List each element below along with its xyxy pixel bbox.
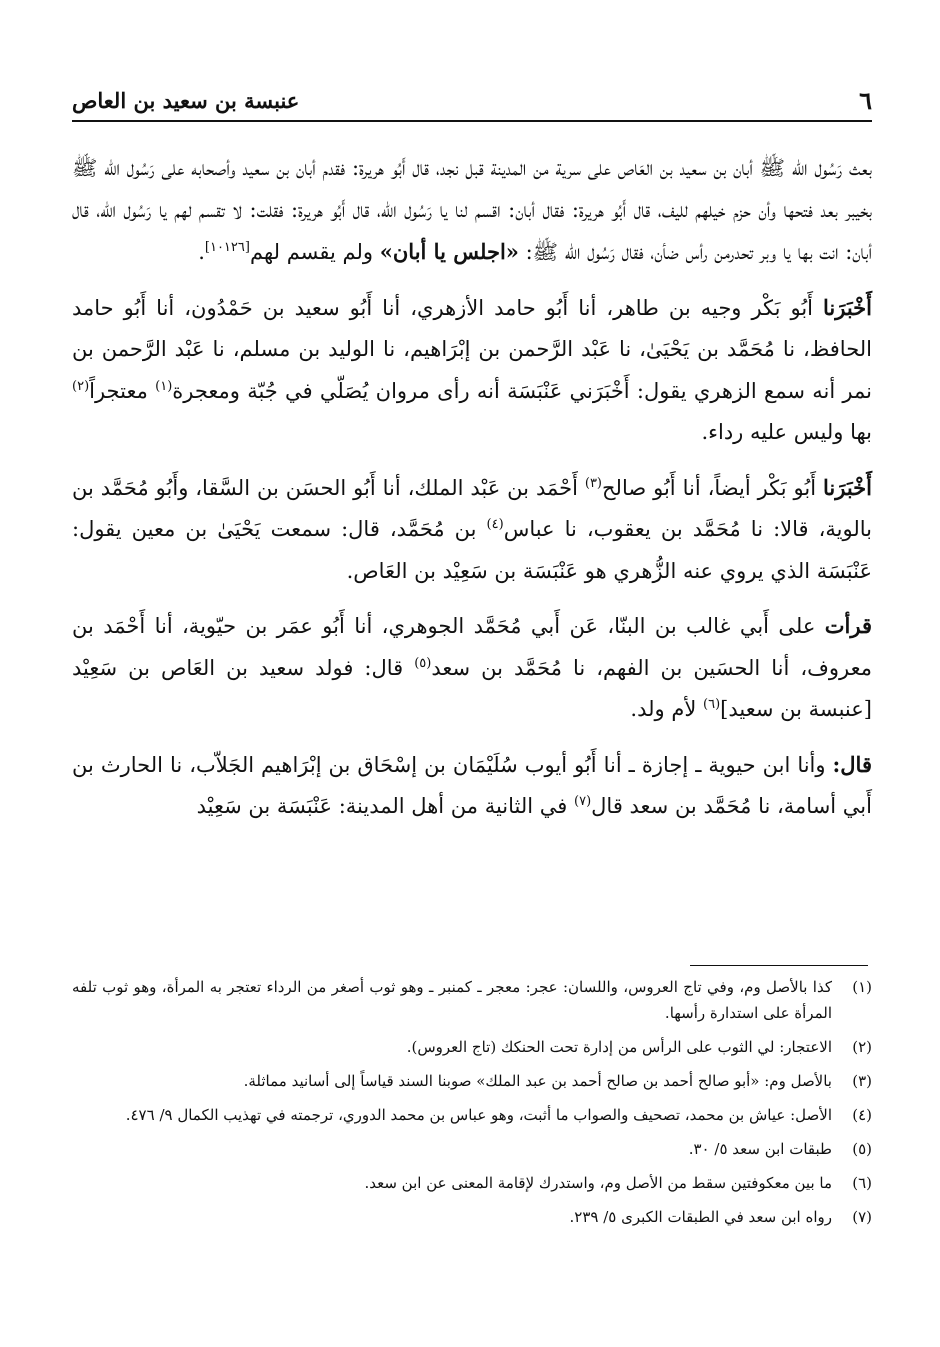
- main-text: [72, 148, 872, 841]
- footnote-number: (١): [852, 978, 872, 996]
- paragraph-end: لأم ولد.: [630, 697, 703, 721]
- footnote-number: (٧): [852, 1208, 872, 1226]
- footnote-text: كذا بالأصل وم، وفي تاج العروس، واللسان: عجر: معجر ـ كمنبر ـ وهو ثوب أصغر من الرداء تعتجر به المرأة، وهو ثوب تلفه المرأة على استدارة رأسها.: [72, 978, 832, 1022]
- footnote-number: (٤): [852, 1106, 872, 1124]
- page-header: [72, 84, 872, 122]
- footnote-marker: (٦): [703, 697, 721, 712]
- footnote-text: رواه ابن سعد في الطبقات الكبرى ٥/ ٢٣٩.: [569, 1208, 832, 1226]
- paragraph-end: .: [198, 240, 205, 264]
- paragraph-1: [72, 148, 872, 274]
- footnote-marker: (٥): [414, 655, 432, 671]
- footnote-marker: (٧): [574, 794, 592, 809]
- paragraph-end: بن مُحَمَّد، قال: سمعت يَحْيَىٰ بن معين يقول: عَنْبَسَة الذي يروي عنه الزُّهري هو عَنْبَسَة بن سَعِيْد بن العَاص.: [72, 517, 872, 583]
- paragraph-2: [72, 287, 872, 454]
- paragraph-text: قال: فولد سعيد بن العَاص بن سَعِيْد [عنبسة بن سعيد]: [72, 655, 872, 721]
- paragraph-text: وأنا ابن حيوية ـ إجازة ـ أنا أَبُو أيوب سُلَيْمَان بن إسْحَاق بن إبْرَاهيم الجَلاّب، نا الحارث بن أَبي أسامة، نا مُحَمَّد بن سعد قال: [72, 752, 872, 818]
- paragraph-text: بعث رَسُول الله ﷺ أبان بن سعيد بن العَاص على سرية من المدينة قبل نجد، قال أَبُو هريرة: فقدم أبان بن سعيد وأصحابه على رَسُول الله ﷺ بخيبر بعد فتحها وأن حزم خيلهم لليف، قال أَبُو هريرة: فقال أبان: اقسم لنا يا رَسُول الله، قال أَبُو هريرة: فقلت: لا تقسم لهم يا رَسُول الله، قال أبان: انت بها يا وبر تحدرمن رأس ضأن، فقال رَسُول الله ﷺ:: [72, 156, 872, 264]
- paragraph-text: على أَبي غالب بن البنّا، عَن أَبي مُحَمَّد الجوهري، أنا أَبُو عمَر بن حيّوية، أنا أَحْمَد بن معروف، أنا الحسَين بن الفهم، نا مُحَمَّد بن سعد: [72, 614, 873, 680]
- paragraph-lead-word: أَخْبَرَنا: [823, 294, 872, 320]
- footnote-marker: (٤): [486, 517, 504, 532]
- footnote-3: [72, 1068, 872, 1094]
- paragraph-end: بها وليس عليه رداء.: [701, 420, 872, 444]
- footnote-number: (٥): [852, 1140, 872, 1158]
- hadith-reference-number: [١٠١٢٦]: [204, 240, 250, 255]
- paragraph-text: معتجراً: [89, 378, 156, 403]
- paragraph-4: [72, 605, 872, 731]
- footnote-2: [72, 1034, 872, 1060]
- running-title: عنبسة بن سعيد بن العاص: [72, 88, 300, 113]
- footnote-text: طبقات ابن سعد ٥/ ٣٠.: [688, 1140, 832, 1158]
- footnote-7: [72, 1204, 872, 1230]
- footnote-1: [72, 974, 872, 1026]
- footnotes: [72, 974, 872, 1238]
- footnote-text: ما بين معكوفتين سقط من الأصل وم، واستدرك لإقامة المعنى عن ابن سعد.: [364, 1174, 832, 1192]
- footnote-number: (٣): [852, 1072, 872, 1090]
- footnote-5: [72, 1136, 872, 1162]
- paragraph-text: أَبُو بَكْر وجيه بن طاهر، أنا أَبُو حامد الأزهري، أنا أَبُو سعيد بن حَمْدُون، أنا أَبُو حامد الحافظ، نا مُحَمَّد بن يَحْيَىٰ، نا عَبْد الرَّحمن بن إبْرَاهيم، نا الوليد بن مسلم، نا عَبْد الرَّحمن بن نمر أنه سمع الزهري يقول: أَخْبَرَني عَنْبَسَة أنه رأى مروان يُصَلّي في جُبّة ومعجرة: [72, 295, 873, 403]
- footnote-text: الاعتجار: لي الثوب على الرأس من إدارة تحت الحنكك (تاج العروس).: [406, 1038, 832, 1056]
- footnote-number: (٦): [852, 1174, 872, 1192]
- paragraph-lead-word: أَخْبَرَنا: [823, 474, 872, 500]
- footnote-marker: (٣): [584, 475, 602, 491]
- page-number: ٦: [859, 86, 872, 115]
- footnote-number: (٢): [852, 1038, 872, 1056]
- paragraph-lead-word: قال:: [832, 751, 872, 777]
- footnote-marker: (١): [155, 378, 173, 394]
- paragraph-text: أَحْمَد بن عَبْد الملك، أنا أَبُو الحسَن بن السَّقا، وأَبُو مُحَمَّد بن بالوية، قالا: نا مُحَمَّد بن يعقوب، نا عباس: [72, 475, 872, 541]
- footnote-marker: (٢): [72, 378, 90, 394]
- footnote-separator: [690, 965, 868, 966]
- paragraph-text: ولم يقسم لهم: [249, 240, 380, 264]
- footnote-6: [72, 1170, 872, 1196]
- footnote-text: الأصل: عياش بن محمد، تصحيف والصواب ما أثبت، وهو عباس بن محمد الدوري، ترجمته في تهذيب الكمال ٩/ ٤٧٦.: [125, 1106, 832, 1124]
- paragraph-text: أَبُو بَكْر أيضاً، أنا أَبُو صالح: [602, 475, 824, 500]
- quoted-speech: «اجلس يا أبان»: [379, 239, 519, 264]
- footnote-text: بالأصل وم: «أبو صالح أحمد بن صالح أحمد بن عبد الملك» صوبنا السند قياساً إلى أسانيد مماثلة.: [243, 1072, 832, 1090]
- footnote-4: [72, 1102, 872, 1128]
- paragraph-lead-word: قرأت: [824, 613, 872, 638]
- paragraph-3: [72, 467, 872, 593]
- paragraph-end: في الثانية من أهل المدينة: عَنْبَسَة بن سَعِيْد: [196, 794, 575, 818]
- paragraph-5: [72, 744, 872, 828]
